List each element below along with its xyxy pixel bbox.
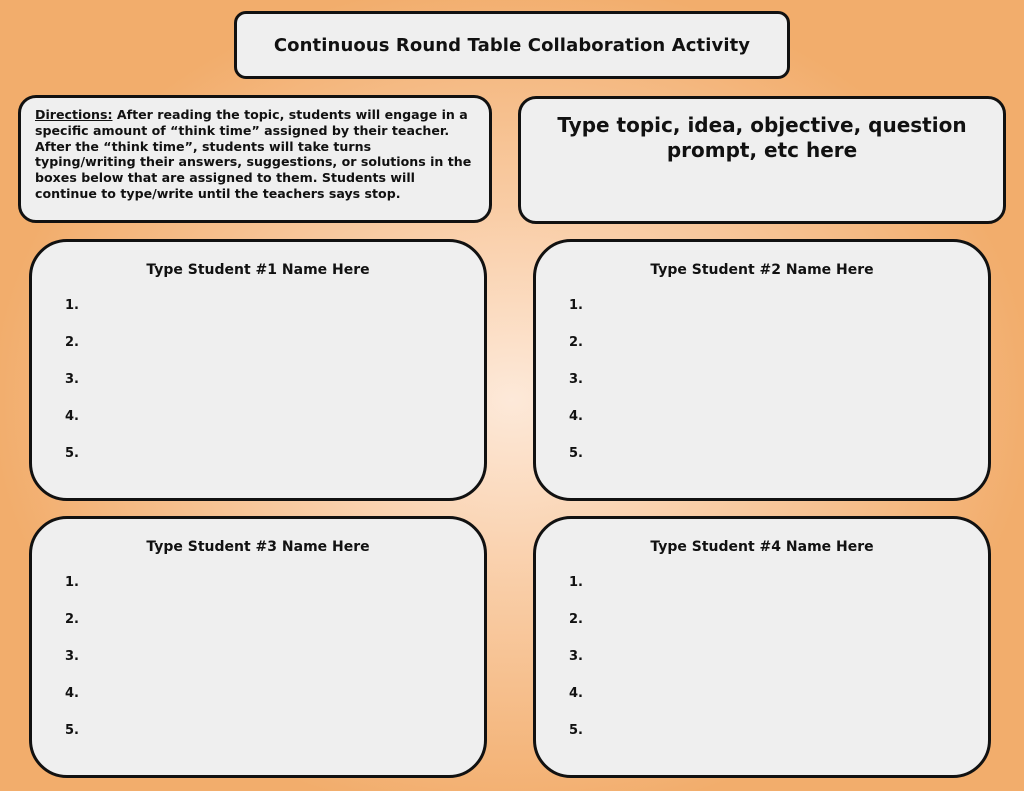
answer-line[interactable]: 3. [569, 372, 583, 387]
directions-label: Directions: [35, 107, 113, 122]
student-3-box [29, 516, 487, 778]
activity-title-box [234, 11, 790, 79]
student-4-box [533, 516, 991, 778]
student-1-box [29, 239, 487, 501]
student-3-answer-list [65, 575, 79, 760]
answer-line[interactable]: 2. [569, 335, 583, 350]
student-2-name[interactable]: Type Student #2 Name Here [650, 262, 874, 278]
answer-line[interactable]: 3. [569, 649, 583, 664]
student-4-name[interactable]: Type Student #4 Name Here [650, 539, 874, 555]
student-2-answer-list [569, 298, 583, 483]
answer-line[interactable]: 3. [65, 372, 79, 387]
student-2-box [533, 239, 991, 501]
answer-line[interactable]: 5. [569, 446, 583, 461]
answer-line[interactable]: 1. [569, 575, 583, 590]
answer-line[interactable]: 1. [569, 298, 583, 313]
answer-line[interactable]: 4. [65, 409, 79, 424]
student-1-answer-list [65, 298, 79, 483]
student-1-name[interactable]: Type Student #1 Name Here [146, 262, 370, 278]
activity-title: Continuous Round Table Collaboration Activity [273, 34, 751, 56]
topic-prompt-box[interactable] [518, 96, 1006, 224]
answer-line[interactable]: 4. [569, 409, 583, 424]
answer-line[interactable]: 2. [65, 335, 79, 350]
answer-line[interactable]: 5. [569, 723, 583, 738]
answer-line[interactable]: 4. [65, 686, 79, 701]
answer-line[interactable]: 5. [65, 446, 79, 461]
answer-line[interactable]: 1. [65, 575, 79, 590]
directions-text: After reading the topic, students will engage in a specific amount of “think time” assigned by their teacher. After the “think time”, students will take turns typing/writing their answers, suggestions, or solutions in the boxes below that are assigned to them. Students will continue to type/write until the teachers says stop. [35, 107, 472, 201]
answer-line[interactable]: 4. [569, 686, 583, 701]
topic-prompt-line-1[interactable]: Type topic, idea, objective, question [557, 113, 967, 137]
answer-line[interactable]: 2. [569, 612, 583, 627]
student-4-answer-list [569, 575, 583, 760]
answer-line[interactable]: 5. [65, 723, 79, 738]
answer-line[interactable]: 2. [65, 612, 79, 627]
answer-line[interactable]: 3. [65, 649, 79, 664]
directions-box [18, 95, 492, 223]
answer-line[interactable]: 1. [65, 298, 79, 313]
topic-prompt-line-2[interactable]: prompt, etc here [666, 138, 858, 162]
student-3-name[interactable]: Type Student #3 Name Here [146, 539, 370, 555]
